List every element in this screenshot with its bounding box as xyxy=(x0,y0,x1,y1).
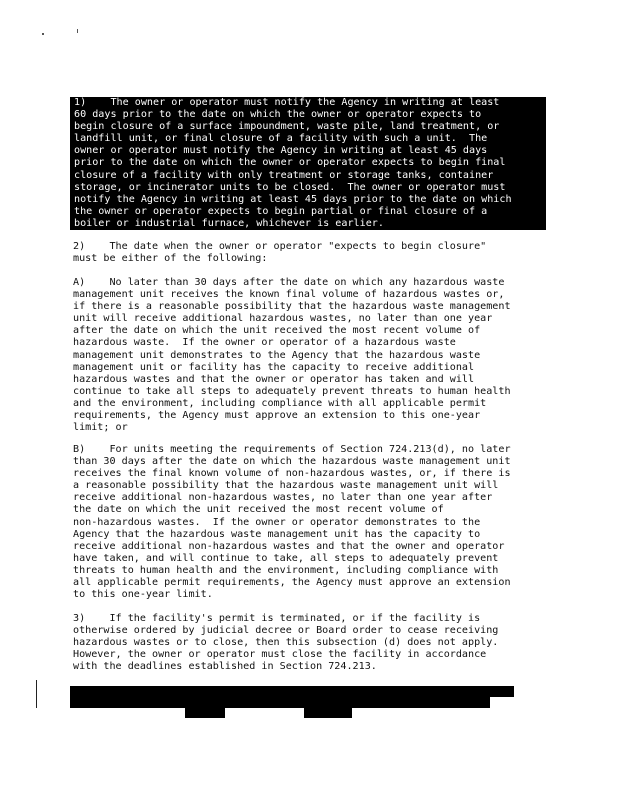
paragraph-2: 2) The date when the owner or operator "expects to begin closure" must be either of the following: xyxy=(73,241,487,265)
redaction-block xyxy=(185,708,225,718)
heading-dismantling-text: Dismantling xyxy=(106,711,173,722)
redaction-block xyxy=(304,708,352,718)
paragraph-B: B) For units meeting the requirements of Section 724.213(d), no later than 30 days after the date on which the hazardous waste management unit receives the final known volume of non-hazardous wastes, or, if there is a reasonable possibility that the hazardous waste management unit will receive additional non-hazardous wastes, no later than one year after the date on which the unit received the most recent volume of non-hazardous wastes. If the owner or operator demonstrates to the Agency that the hazardous waste management unit has the capacity to receive additional non-hazardous wastes and that the owner and operator have taken, and will continue to take, all steps to adequately prevent threats to human health and the environment, including compliance with all applicable permit requirements, the Agency must approve an extension to this one-year limit. xyxy=(73,444,511,601)
heading-equipment-text: Equipment xyxy=(237,711,292,722)
scan-speck xyxy=(42,33,44,35)
paragraph-3: 3) If the facility's permit is terminated, or if the facility is otherwise ordered by judicial decree or Board order to cease receiving hazardous wastes or to close, then this subsection (d) does not apply. However, the owner or operator must close the facility in accordance with the deadlines established in Section 724.213. xyxy=(73,613,499,673)
scan-speck xyxy=(77,29,78,33)
heading-line-1 xyxy=(70,686,514,697)
paragraph-A: A) No later than 30 days after the date on which any hazardous waste management unit receives the known final volume of hazardous wastes or, if there is a reasonable possibility that the hazardous waste management unit will receive additional hazardous wastes, no later than one year after the date on which the unit received the most recent volume of hazardous waste. If the owner or operator of a hazardous waste management unit demonstrates to the Agency that the hazardous waste management unit or facility has the capacity to receive additional hazardous wastes and that the owner or operator has taken and will continue to take all steps to adequately prevent threats to human health and the environment, including compliance with all applicable permit requirements, the Agency must approve an extension to this one-year limit; or xyxy=(73,277,511,434)
margin-mark xyxy=(36,680,37,708)
paragraph-1-highlighted: 1) The owner or operator must notify the Agency in writing at least 60 days prior to the date on which the owner or operator expects to begin closure of a surface impoundment, waste pile, land treatment, or landfill unit, or final closure of a facility with such a unit. The owner or operator must notify the Agency in writing at least 45 days prior to the date on which the owner or operator expects to begin final closure of a facility with only treatment or storage tanks, container storage, or incinerator units to be closed. The owner or operator must notify the Agency in writing at least 45 days prior to the date on which the owner or operator expects to begin partial or final closure of a boiler or industrial furnace, whichever is earlier. xyxy=(70,97,546,230)
heading-line-2 xyxy=(70,697,490,722)
heading-nothing-text: Nothing in this xyxy=(364,711,455,722)
subsection-e-heading xyxy=(70,686,514,722)
